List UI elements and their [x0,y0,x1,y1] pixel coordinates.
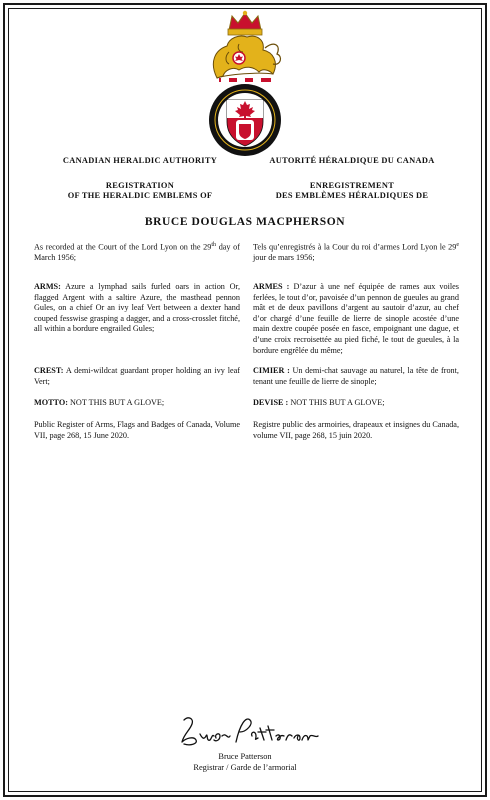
signatory-name: Bruce Patterson [218,752,272,761]
motto-label-en: MOTTO: [34,398,68,407]
arms-label-fr: ARMES : [253,282,290,291]
arms-paragraph-en [34,282,240,335]
crest-label-fr: CIMIER : [253,366,290,375]
lion-crest-icon [213,36,280,78]
signatory-title: Registrar / Garde de l’armorial [193,763,297,772]
authority-title-en: CANADIAN HERALDIC AUTHORITY [62,156,218,165]
register-text-en: Public Register of Arms, Flags and Badges of Canada, Volume VII, page 268, 15 June 2020. [34,420,240,440]
recorded-paragraph-en [34,240,240,264]
recorded-paragraph-fr [253,240,459,264]
register-paragraph-en [34,420,240,441]
crown-icon [228,11,262,35]
arms-text-fr: D’azur à une nef équipée de rames aux voiles ferlées, le tout d’or, pavoisée d’un pennon de gueules au grand mât et de deux pavillons d’argent au sautoir d’azur, au chef d’or chargé d’une feuille de lierre de sinople acostée d’une main dextre coupée posée en fasce, empoignant une dague, et d’une croix recroisettée au pied fiché, le tout de gueules, à la bordure engrêlée du même; [253,282,459,355]
recorded-ordinal-fr: e [456,242,459,248]
motto-paragraph-en [34,398,240,409]
heraldic-authority-emblem [199,10,291,160]
arms-paragraph-fr [253,282,459,356]
crest-label-en: CREST: [34,366,64,375]
registration-heading-en-line1: REGISTRATION [105,181,175,190]
crest-text-en: A demi-wildcat guardant proper holding an ivy leaf Vert; [34,366,240,386]
crest-text-fr: Un demi-chat sauvage au naturel, la tête de front, tenant une feuille de lierre de sinople; [253,366,459,386]
recorded-date-fr: jour de mars 1956; [253,253,315,263]
registration-heading-en-line2: OF THE HERALDIC EMBLEMS OF [67,191,213,200]
registration-heading-fr-line1: ENREGISTREMENT [309,181,395,190]
register-text-fr: Registre public des armoiries, drapeaux et insignes du Canada, volume VII, page 268, 15 juin 2020. [253,420,459,440]
crest-paragraph-en [34,366,240,387]
recorded-ordinal-en: th [211,242,217,248]
recorded-text-en: As recorded at the Court of the Lord Lyon on the 29 [34,242,212,252]
crest-paragraph-fr [253,366,459,387]
recorded-text-fr: Tels qu’enregistrés à la Cour du roi d’armes Lord Lyon le 29 [253,242,457,252]
motto-label-fr: DEVISE : [253,398,289,407]
registration-heading-fr-line2: DES EMBLÈMES HÉRALDIQUES DE [275,191,429,200]
motto-text-en: NOT THIS BUT A GLOVE; [67,398,165,407]
motto-text-fr: NOT THIS BUT A GLOVE; [288,398,385,407]
motto-paragraph-fr [253,398,459,409]
arms-label-en: ARMS: [34,282,61,291]
authority-title-fr: AUTORITÉ HÉRALDIQUE DU CANADA [269,156,435,165]
recorded-date-en: day of March 1956; [34,242,240,263]
arms-text-en: Azure a lymphad sails furled oars in action Or, flagged Argent with a saltire Azure, the masthead pennon Gules, on a chief Or an ivy leaf Vert between a dexter hand couped fesswise grasping a dagger, and a cross-crosslet fitché, all within a bordure engrailed Gules; [34,282,240,334]
recipient-name: BRUCE DOUGLAS MACPHERSON [144,216,346,228]
register-paragraph-fr [253,420,459,441]
handwritten-signature [170,712,320,752]
